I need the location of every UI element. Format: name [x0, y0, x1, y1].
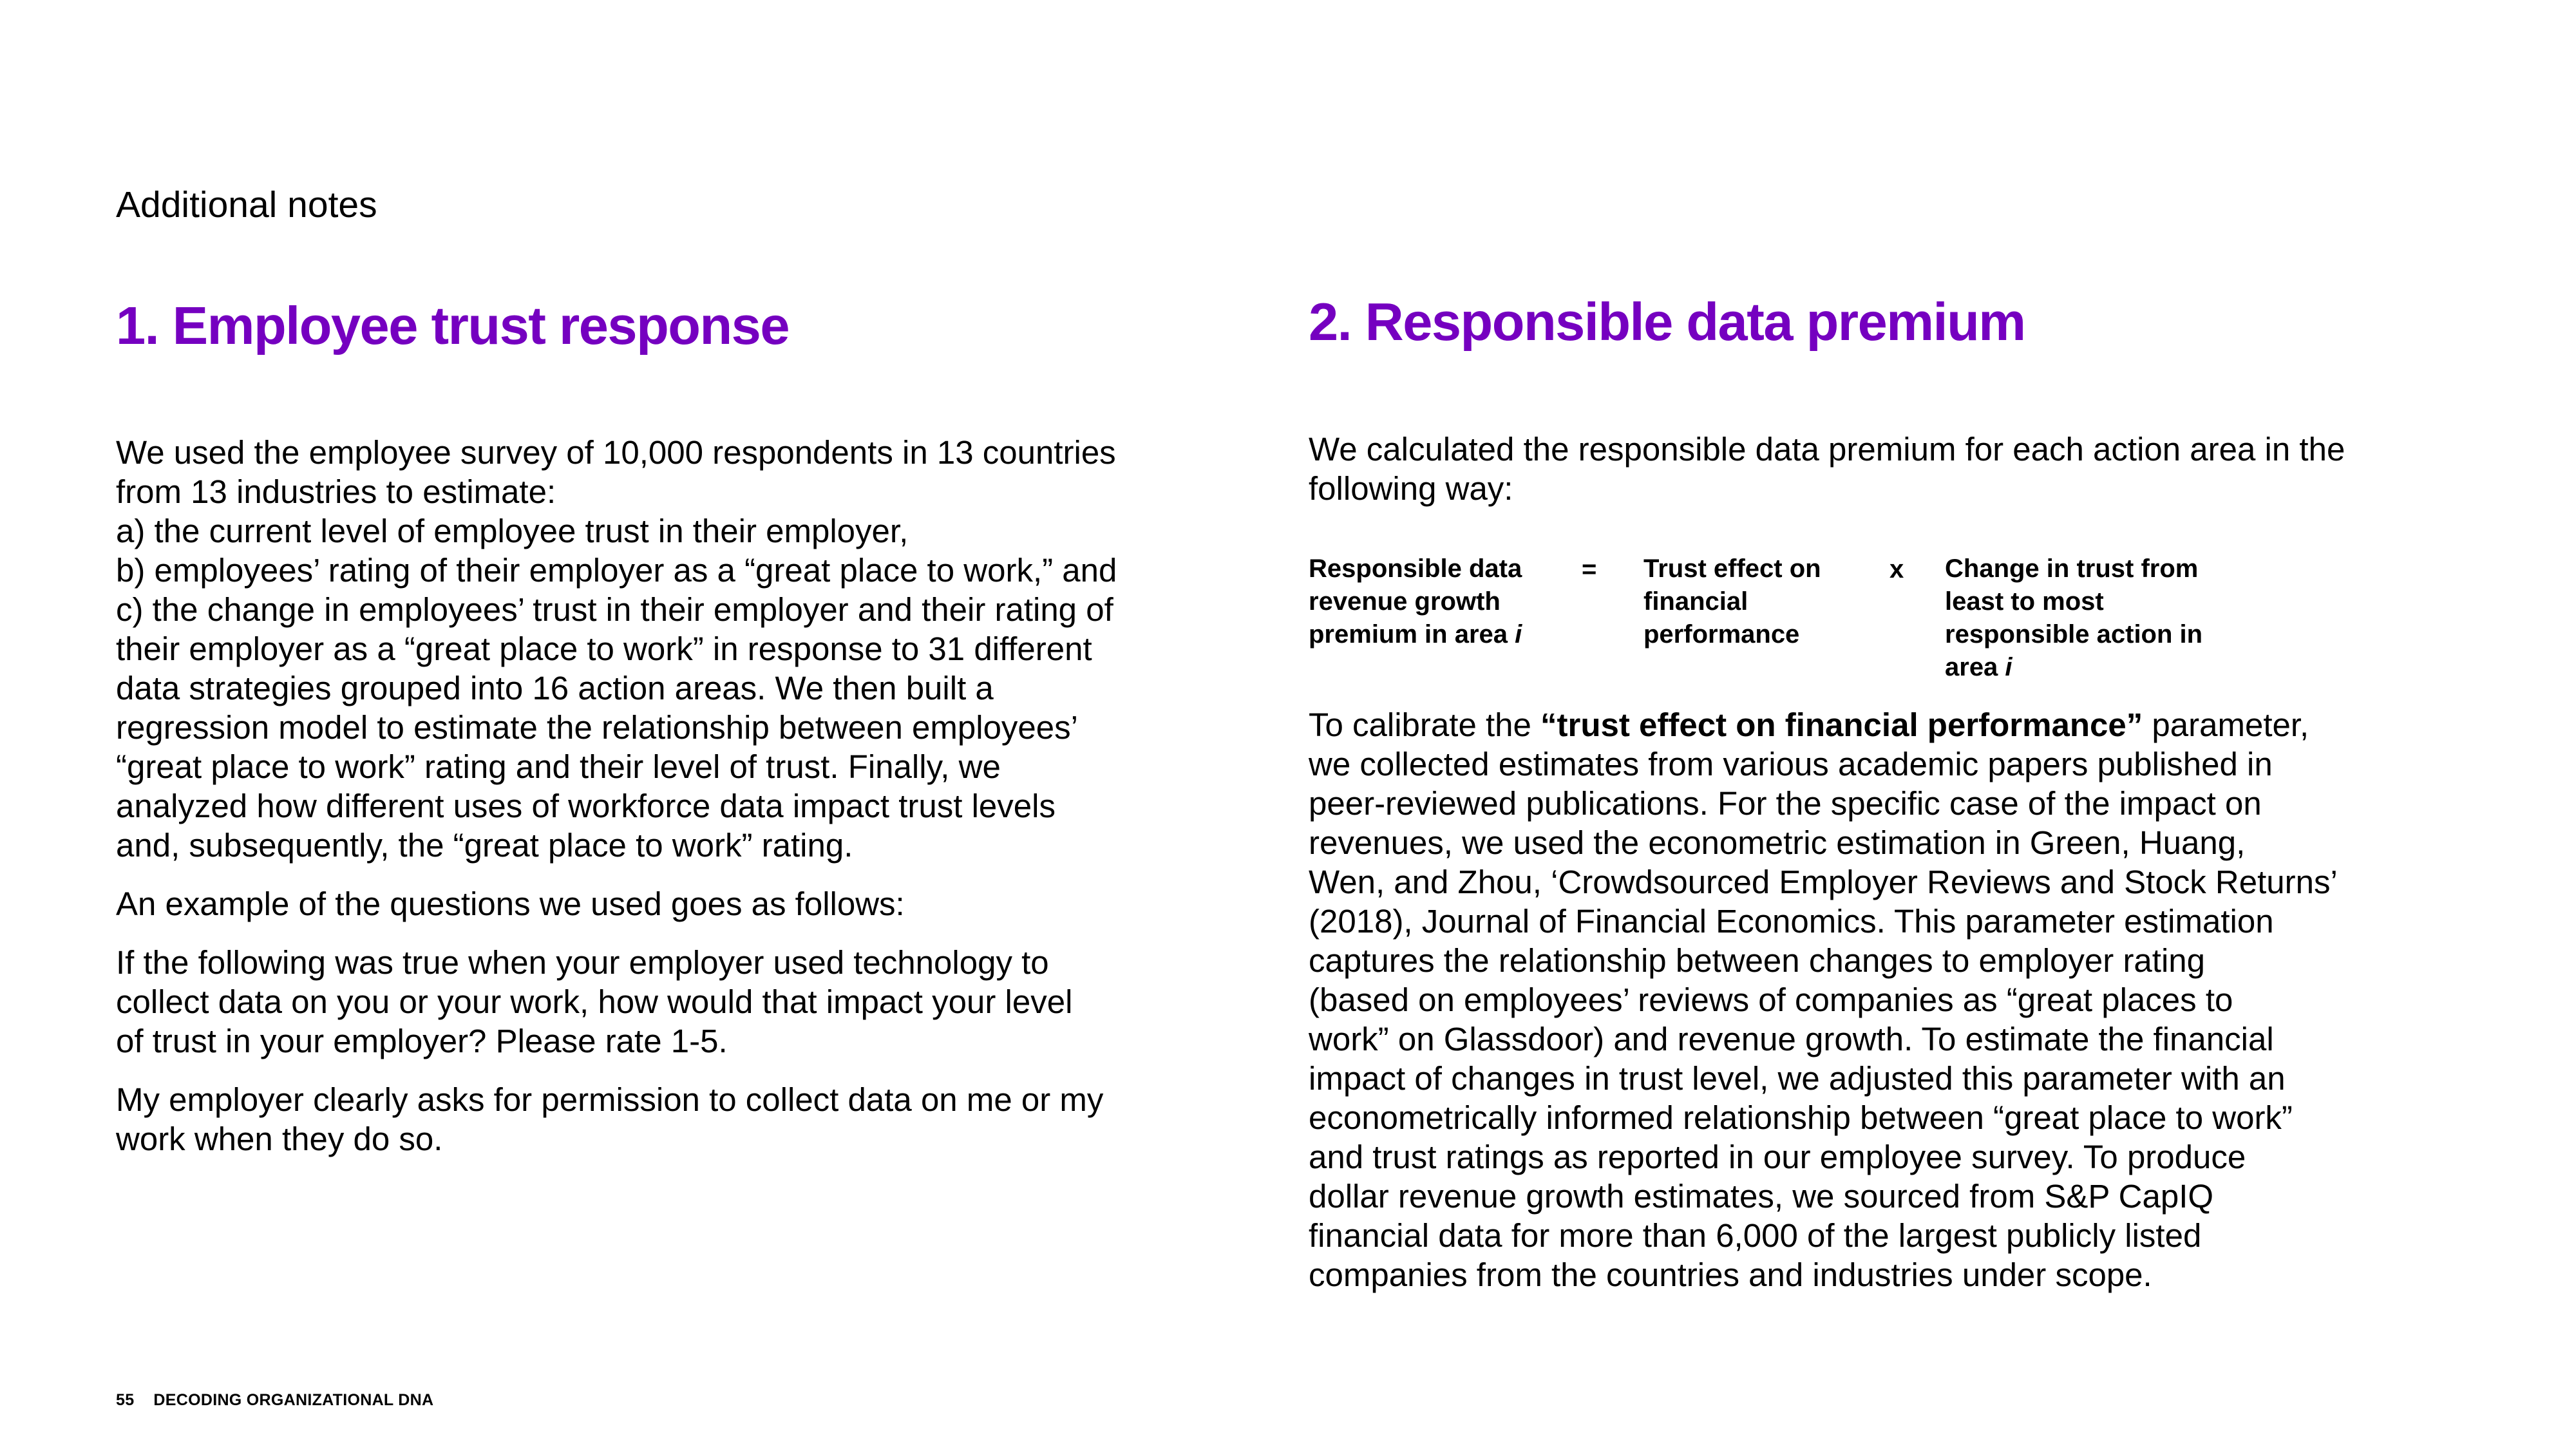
section-2-intro — [1309, 430, 2391, 508]
section-2-body — [1309, 705, 2391, 1294]
page-number: 55 — [116, 1391, 135, 1409]
text-line: b) employees’ rating of their employer as a “great place to work,” and — [116, 552, 1117, 589]
text-segment: To calibrate the — [1309, 706, 1541, 743]
paragraph-2 — [116, 884, 1211, 923]
emphasis-term: “trust effect on financial performance” — [1540, 706, 2143, 743]
eyebrow-label: Additional notes — [116, 184, 377, 225]
formula-line: financial — [1643, 587, 1748, 616]
text-line: If the following was true when your employer used technology to — [116, 944, 1049, 981]
formula-term-trust-effect — [1643, 553, 1821, 651]
text-line: data strategies grouped into 16 action areas. We then built a — [116, 670, 994, 706]
formula-line: revenue growth — [1309, 587, 1501, 616]
text-line: revenues, we used the econometric estimation in Green, Huang, — [1309, 824, 2246, 861]
formula-term-change-in-trust — [1945, 553, 2202, 684]
text-line: An example of the questions we used goes as follows: — [116, 886, 905, 922]
paragraph-4 — [116, 1080, 1211, 1159]
text-line: their employer as a “great place to work” in response to 31 different — [116, 630, 1092, 667]
formula-multiply: x — [1889, 555, 1904, 583]
formula-line — [1309, 618, 1522, 651]
text-line: and, subsequently, the “great place to work” rating. — [116, 827, 853, 864]
text-line: (based on employees’ reviews of companies as “great places to — [1309, 981, 2233, 1018]
formula-line — [1945, 651, 2202, 684]
section-1-title: 1. Employee trust response — [116, 296, 789, 355]
text-line: and trust ratings as reported in our employee survey. To produce — [1309, 1139, 2246, 1175]
text-line: c) the change in employees’ trust in their employer and their rating of — [116, 591, 1113, 628]
text-line: My employer clearly asks for permission to collect data on me or my — [116, 1081, 1104, 1118]
formula-line: Trust effect on — [1643, 554, 1821, 583]
formula-text: area — [1945, 653, 2005, 681]
text-line: analyzed how different uses of workforce data impact trust levels — [116, 788, 1056, 824]
section-2-title: 2. Responsible data premium — [1309, 292, 2025, 352]
text-line: following way: — [1309, 470, 1513, 507]
text-line: peer-reviewed publications. For the specific case of the impact on — [1309, 785, 2262, 822]
paragraph-1 — [116, 433, 1211, 865]
formula-equals: = — [1582, 555, 1597, 583]
text-line: We calculated the responsible data premium for each action area in the — [1309, 431, 2345, 468]
text-line: dollar revenue growth estimates, we sourced from S&P CapIQ — [1309, 1178, 2214, 1215]
formula-line: responsible action in — [1945, 620, 2203, 649]
formula-line: Responsible data — [1309, 554, 1522, 583]
formula-variable: i — [1515, 620, 1522, 649]
formula-line: performance — [1643, 620, 1800, 649]
text-line: collect data on you or your work, how would that impact your level — [116, 983, 1073, 1020]
text-line: We used the employee survey of 10,000 respondents in 13 countries — [116, 434, 1116, 471]
formula-term-premium — [1309, 553, 1522, 651]
text-line — [1309, 705, 2391, 744]
paragraph-3 — [116, 943, 1211, 1061]
text-line: we collected estimates from various academic papers published in — [1309, 746, 2273, 782]
formula-text: premium in area — [1309, 620, 1515, 649]
formula-line: least to most — [1945, 587, 2104, 616]
text-line: work” on Glassdoor) and revenue growth. To estimate the financial — [1309, 1021, 2274, 1057]
text-line: captures the relationship between changes to employer rating — [1309, 942, 2206, 979]
text-line: regression model to estimate the relationship between employees’ — [116, 709, 1078, 746]
premium-formula — [1309, 553, 2339, 688]
page-footer — [116, 1391, 433, 1410]
text-line: (2018), Journal of Financial Economics. This parameter estimation — [1309, 903, 2274, 940]
text-line: econometrically informed relationship between “great place to work” — [1309, 1099, 2293, 1136]
formula-variable: i — [2005, 653, 2012, 681]
document-title: DECODING ORGANIZATIONAL DNA — [153, 1391, 434, 1409]
formula-line: Change in trust from — [1945, 554, 2199, 583]
text-line: “great place to work” rating and their level of trust. Finally, we — [116, 748, 1001, 785]
text-line: impact of changes in trust level, we adjusted this parameter with an — [1309, 1060, 2286, 1097]
text-line: Wen, and Zhou, ‘Crowdsourced Employer Reviews and Stock Returns’ — [1309, 864, 2338, 900]
text-line: of trust in your employer? Please rate 1-5. — [116, 1023, 728, 1059]
text-line: companies from the countries and industries under scope. — [1309, 1256, 2152, 1293]
text-line: from 13 industries to estimate: — [116, 473, 556, 510]
text-segment: parameter, — [2143, 706, 2309, 743]
section-1-body — [116, 433, 1211, 1159]
text-line: financial data for more than 6,000 of the largest publicly listed — [1309, 1217, 2202, 1254]
text-line: work when they do so. — [116, 1121, 443, 1157]
text-line: a) the current level of employee trust in their employer, — [116, 513, 909, 549]
